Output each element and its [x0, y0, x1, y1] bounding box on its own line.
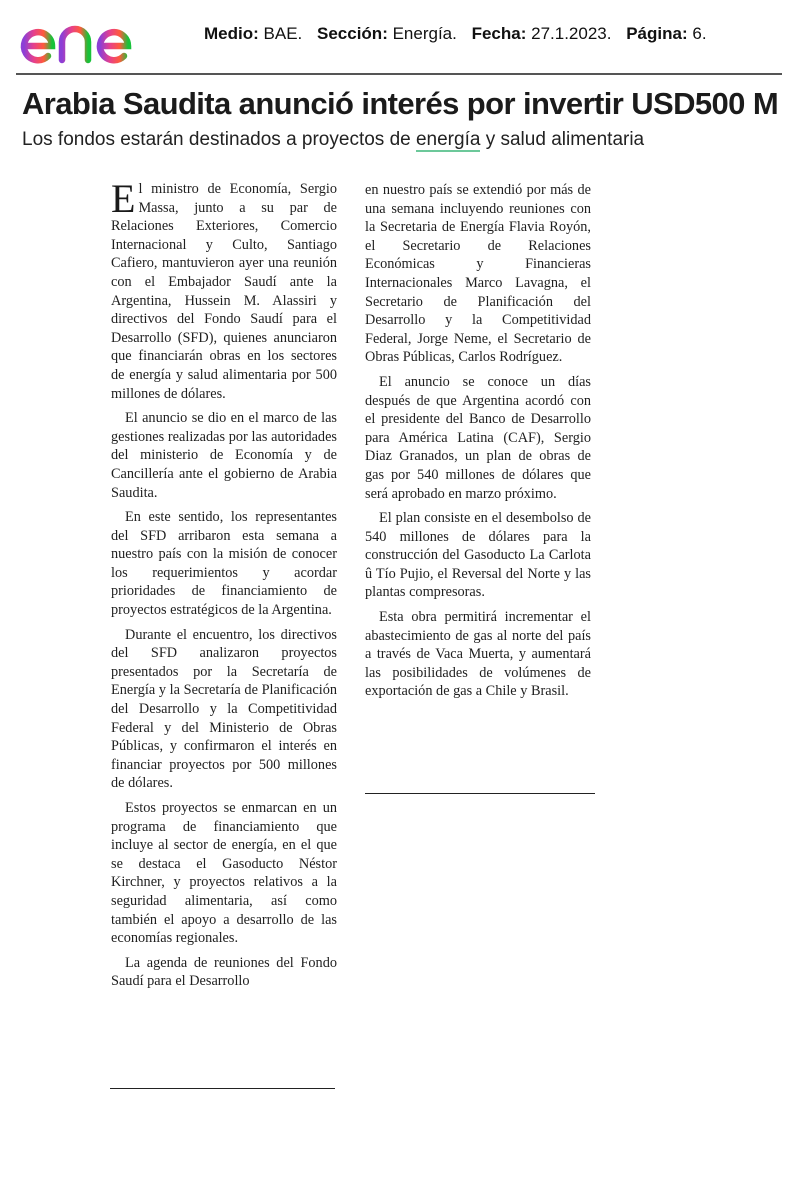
paragraph: El anuncio se conoce un días después de que Argentina acordó con el presidente del Banco de Desarrollo para América Latina (CAF), Sergio Diaz Granados, un plan de obras de gas por 540 millones de dólares que será aprobado en marzo próximo. [365, 373, 591, 502]
paragraph: Estos proyectos se enmarcan en un programa de financiamiento que incluye al sector de energía, en el que se destaca el Gasoducto Néstor Kirchner, y proyectos relativos a la seguridad alimentaria, así como también el apoyo a desarrollo de las economías regionales. [111, 800, 337, 947]
seccion-label: Sección: [317, 24, 388, 43]
subhead-highlight: energía [415, 129, 481, 150]
paragraph: El ministro de Economía, Sergio Massa, junto a su par de Relaciones Exteriores, Comercio Internacional y Culto, Santiago Cafiero, mantuvieron ayer una reunión con el Embajador Saudí ante la Argentina, Hussein M. Alassiri y directivos del Fondo Saudí para el Desarrollo (SFD), quienes anunciaron que financiarán obras en los sectores de energía y salud alimentaria por 500 millones de dólares. [111, 176, 337, 402]
drop-cap: E [111, 176, 136, 221]
article-headline: Arabia Saudita anunció interés por invertir USD500 M [22, 86, 779, 121]
paragraph: En este sentido, los representantes del SFD arribaron esta semana a nuestro país con la misión de conocer los requerimientos y acordar prioridades de financiamiento de proyectos estratégicos de la Argentina. [111, 509, 337, 619]
subhead-text-start: Los fondos estarán destinados a proyectos de [22, 129, 416, 150]
article-subhead [22, 129, 644, 151]
paragraph: en nuestro país se extendió por más de una semana incluyendo reuniones con la Secretaria de Energía Flavia Royón, el Secretario de Relaciones Económicas y Financieras Internacionales Marco Lavagna, el Secretario de Planificación del Desarrollo y la Competitividad Federal, Jorge Neme, el Secretario de Obras Públicas, Carlos Rodríguez. [365, 182, 591, 366]
enel-logo [18, 16, 168, 66]
paragraph: Durante el encuentro, los directivos del SFD analizaron proyectos presentados por la Secretaría de Energía y la Secretaría de Planificación del Desarrollo y la Competitividad Federal y del Ministerio de Obras Públicas, y confirmaron el interés en financiar proyectos por 500 millones de dólares. [111, 626, 337, 792]
pagina-value: 6. [692, 24, 707, 43]
fecha-value: 27.1.2023. [531, 24, 612, 43]
paragraph: El plan consiste en el desembolso de 540 millones de dólares para la construcción del Gasoducto La Carlota û Tío Pujio, el Reversal del Norte y las plantas compresoras. [365, 510, 591, 601]
medio-value: BAE. [263, 24, 303, 43]
header-divider [16, 73, 782, 75]
paragraph: La agenda de reuniones del Fondo Saudí para el Desarrollo [111, 954, 337, 990]
article-column-2 [365, 181, 591, 707]
column-1-end-rule [110, 1088, 335, 1089]
article-column-1 [111, 176, 337, 997]
publication-meta [204, 24, 717, 44]
pagina-label: Página: [626, 24, 688, 43]
column-2-end-rule [365, 793, 595, 794]
subhead-text-end: y salud alimentaria [480, 129, 645, 150]
enel-logo-icon [18, 16, 168, 66]
medio-label: Medio: [204, 24, 259, 43]
paragraph: Esta obra permitirá incrementar el abastecimiento de gas al norte del país a través de Vaca Muerta, y aumentará las posibilidades de volúmenes de exportación de gas a Chile y Brasil. [365, 609, 591, 700]
seccion-value: Energía. [392, 24, 457, 43]
fecha-label: Fecha: [471, 24, 527, 43]
paragraph: El anuncio se dio en el marco de las gestiones realizadas por las autoridades del ministerio de Economía y de Cancillería ante el gobierno de Arabia Saudita. [111, 410, 337, 501]
